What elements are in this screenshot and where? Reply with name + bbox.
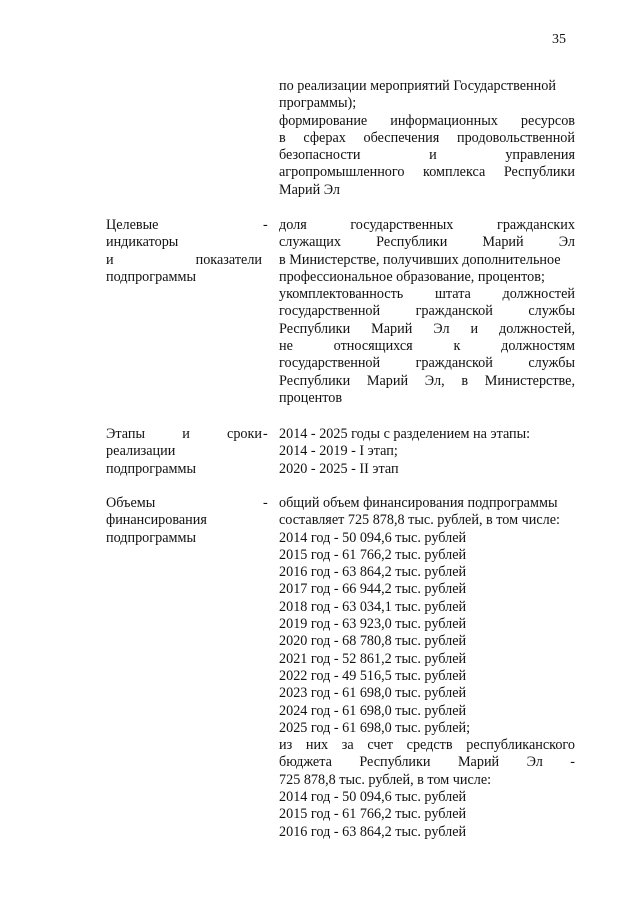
label-line: Этапы и сроки	[106, 426, 262, 442]
text-line: 2014 - 2025 годы с разделением на этапы:	[279, 426, 531, 442]
text-line: программы);	[279, 95, 357, 112]
text-line: служащих Республики Марий Эл	[279, 234, 575, 251]
text-line: Республики Марий Эл и должностей,	[279, 320, 575, 337]
text-line: составляет 725 878,8 тыс. рублей, в том числе:	[279, 512, 560, 529]
page-number: 35	[552, 32, 566, 47]
text-line: 2023 год - 61 698,0 тыс. рублей	[279, 685, 467, 702]
text-line: в Министерстве, получивших дополнительное	[279, 251, 561, 268]
text-line: 2015 год - 61 766,2 тыс. рублей	[279, 546, 467, 563]
label-line: финансирования	[106, 512, 207, 529]
text-line: формирование информационных ресурсов	[279, 112, 575, 129]
text-line: 2016 год - 63 864,2 тыс. рублей	[279, 823, 467, 840]
label-dash: -	[263, 495, 268, 511]
section-value	[279, 217, 575, 407]
label-line: индикаторы	[106, 234, 179, 251]
text-line: бюджета Республики Марий Эл -	[279, 754, 575, 771]
text-line: не относящихся к должностям	[279, 338, 575, 355]
text-line: 2021 год - 52 861,2 тыс. рублей	[279, 650, 467, 667]
text-line: в сферах обеспечения продовольственной	[279, 129, 575, 146]
text-line: доля государственных гражданских	[279, 217, 575, 233]
text-line: 725 878,8 тыс. рублей, в том числе:	[279, 771, 492, 788]
text-line: 2014 - 2019 - I этап;	[279, 443, 398, 460]
section-value	[279, 426, 575, 478]
text-line: 2015 год - 61 766,2 тыс. рублей	[279, 806, 467, 823]
text-line: государственной гражданской службы	[279, 355, 575, 372]
text-line: по реализации мероприятий Государственной	[279, 78, 556, 94]
text-line: общий объем финансирования подпрограммы	[279, 495, 558, 511]
text-line: процентов	[279, 389, 343, 406]
text-line: агропромышленного комплекса Республики	[279, 164, 575, 181]
text-line: 2020 год - 68 780,8 тыс. рублей	[279, 633, 467, 650]
text-line: 2018 год - 63 034,1 тыс. рублей	[279, 598, 467, 615]
text-line: Марий Эл	[279, 181, 340, 198]
text-line: 2014 год - 50 094,6 тыс. рублей	[279, 529, 467, 546]
text-line: 2020 - 2025 - II этап	[279, 460, 399, 477]
label-line: подпрограммы	[106, 268, 196, 285]
text-line: безопасности и управления	[279, 147, 575, 164]
text-line: из них за счет средств республиканского	[279, 737, 575, 754]
text-line: Республики Марий Эл, в Министерстве,	[279, 372, 575, 389]
text-line: 2016 год - 63 864,2 тыс. рублей	[279, 564, 467, 581]
label-line: подпрограммы	[106, 460, 196, 477]
label-line: и показатели	[106, 251, 262, 268]
label-dash: -	[263, 217, 268, 233]
section-label	[106, 217, 262, 286]
label-line: подпрограммы	[106, 529, 196, 546]
text-line: 2024 год - 61 698,0 тыс. рублей	[279, 702, 467, 719]
text-line: 2017 год - 66 944,2 тыс. рублей	[279, 581, 467, 598]
text-line: профессиональное образование, процентов;	[279, 268, 545, 285]
section-label	[106, 495, 262, 547]
text-line: 2025 год - 61 698,0 тыс. рублей;	[279, 719, 471, 736]
text-line: 2014 год - 50 094,6 тыс. рублей	[279, 789, 467, 806]
section-value	[279, 495, 575, 841]
label-line: Целевые	[106, 217, 159, 233]
section-label	[106, 426, 262, 478]
text-line: 2019 год - 63 923,0 тыс. рублей	[279, 616, 467, 633]
label-line: Объемы	[106, 495, 156, 511]
text-line: государственной гражданской службы	[279, 303, 575, 320]
text-line: 2022 год - 49 516,5 тыс. рублей	[279, 667, 467, 684]
label-dash: -	[263, 426, 268, 442]
text-line: укомплектованность штата должностей	[279, 286, 575, 303]
label-line: реализации	[106, 443, 176, 460]
